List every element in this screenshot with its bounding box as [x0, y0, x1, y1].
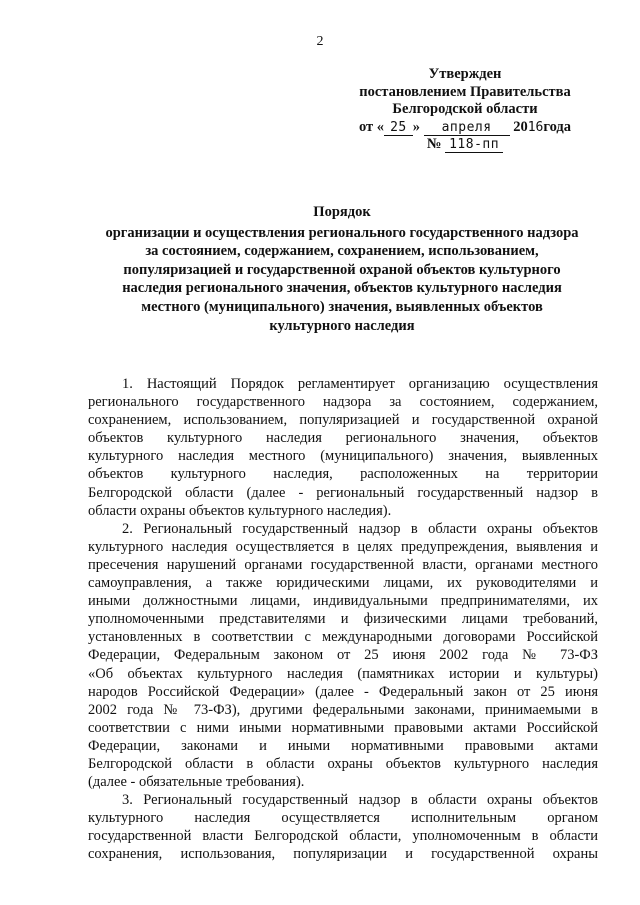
paragraph-3-line: 3. Региональный государственный надзор в области охраны объектов — [122, 792, 598, 809]
title-line: культурного наследия — [269, 317, 415, 334]
date-quote-close: » — [412, 118, 420, 135]
title-line: популяризацией и государственной охраной объектов культурного — [123, 261, 561, 278]
paragraph-1-line: сохранением, использованием, популяризацией и государственной охраной — [88, 412, 598, 429]
paragraph-3-line: культурного наследия осуществляется исполнительным органом — [88, 810, 598, 827]
paragraph-1-line: области охраны объектов культурного наследия). — [88, 502, 392, 519]
date-year-prefix: 20 — [513, 118, 528, 135]
date-year-suffix: 16 — [527, 119, 544, 135]
approval-date-line — [340, 119, 590, 137]
approval-number-line — [340, 136, 590, 154]
page-number: 2 — [316, 34, 324, 49]
paragraph-2-line: Федерации, Федеральным законом от 25 июня 2002 года № 73-ФЗ — [88, 647, 598, 664]
date-prefix: от « — [359, 118, 385, 135]
paragraph-2-line: 2. Региональный государственный надзор в области охраны объектов — [122, 520, 598, 537]
paragraph-2-line: Федерации, законами и иными нормативными правовыми актами — [88, 737, 598, 754]
paragraph-2-line: установленных в соответствии с международными договорами Российской — [88, 629, 598, 646]
paragraph-2-line: самоуправления, а также юридическими лицами, их руководителями и — [88, 575, 598, 592]
decree-number: 118-пп — [445, 138, 503, 153]
paragraph-1-line: 1. Настоящий Порядок регламентирует организацию осуществления — [122, 376, 598, 392]
date-day: 25 — [384, 121, 413, 136]
paragraph-2-line: соответствии с ними иными нормативными правовыми актами Российской — [88, 719, 598, 736]
paragraph-1-line: Белгородской области (далее - региональный государственный надзор в — [88, 484, 598, 501]
paragraph-2-line: 2002 года № 73-ФЗ), другими федеральными законами, принимаемыми в — [88, 701, 598, 718]
paragraph-2-line: иными должностными лицами, индивидуальными предпринимателями, их — [88, 593, 598, 610]
approval-authority: постановлением Правительства — [359, 83, 571, 100]
paragraph-1-line: культурного наследия местного (муниципального) значения, выявленных — [88, 448, 598, 465]
title-line: наследия регионального значения, объектов культурного наследия — [122, 280, 562, 297]
title-line: местного (муниципального) значения, выявленных объектов — [141, 298, 543, 315]
paragraph-3-line: сохранения, использования, популяризации и государственной охраны — [88, 846, 598, 863]
paragraph-2-line: народов Российской Федерации» (далее - Федеральный закон от 25 июня — [88, 683, 598, 700]
paragraph-1-line: регионального государственного надзора за состоянием, содержанием, — [88, 394, 598, 411]
paragraph-2-line: культурного наследия осуществляется в целях предупреждения, выявления и — [88, 538, 598, 555]
paragraph-2-line: «Об объектах культурного наследия (памятниках истории и культуры) — [88, 665, 598, 682]
title-line: организации и осуществления регионального государственного надзора — [105, 224, 579, 241]
date-month: апреля — [424, 121, 510, 136]
paragraph-3-line: государственной власти Белгородской области, уполномоченным в области — [88, 828, 598, 845]
paragraph-1-line: объектов культурного наследия, расположенных на территории — [88, 466, 598, 483]
approval-title: Утвержден — [428, 66, 502, 82]
date-year-word: года — [543, 118, 571, 135]
document-body — [88, 375, 598, 864]
approval-stamp — [340, 66, 590, 154]
title-line: за состоянием, содержанием, сохранением, использованием, — [145, 243, 539, 260]
paragraph-2-line: Белгородской области в области охраны объектов культурного наследия — [88, 755, 598, 772]
paragraph-2-line: уполномоченными представителями и физическими лицами требований, — [88, 611, 598, 628]
paragraph-2-line: (далее - обязательные требования). — [88, 774, 305, 791]
document-title — [88, 203, 596, 335]
paragraph-1-line: объектов культурного наследия регионального значения, объектов — [88, 430, 598, 447]
approval-region: Белгородской области — [392, 101, 538, 117]
number-prefix: № — [426, 136, 442, 152]
title-heading: Порядок — [313, 204, 371, 220]
paragraph-2-line: пресечения нарушений органами государственной власти, органами местного — [88, 556, 598, 573]
